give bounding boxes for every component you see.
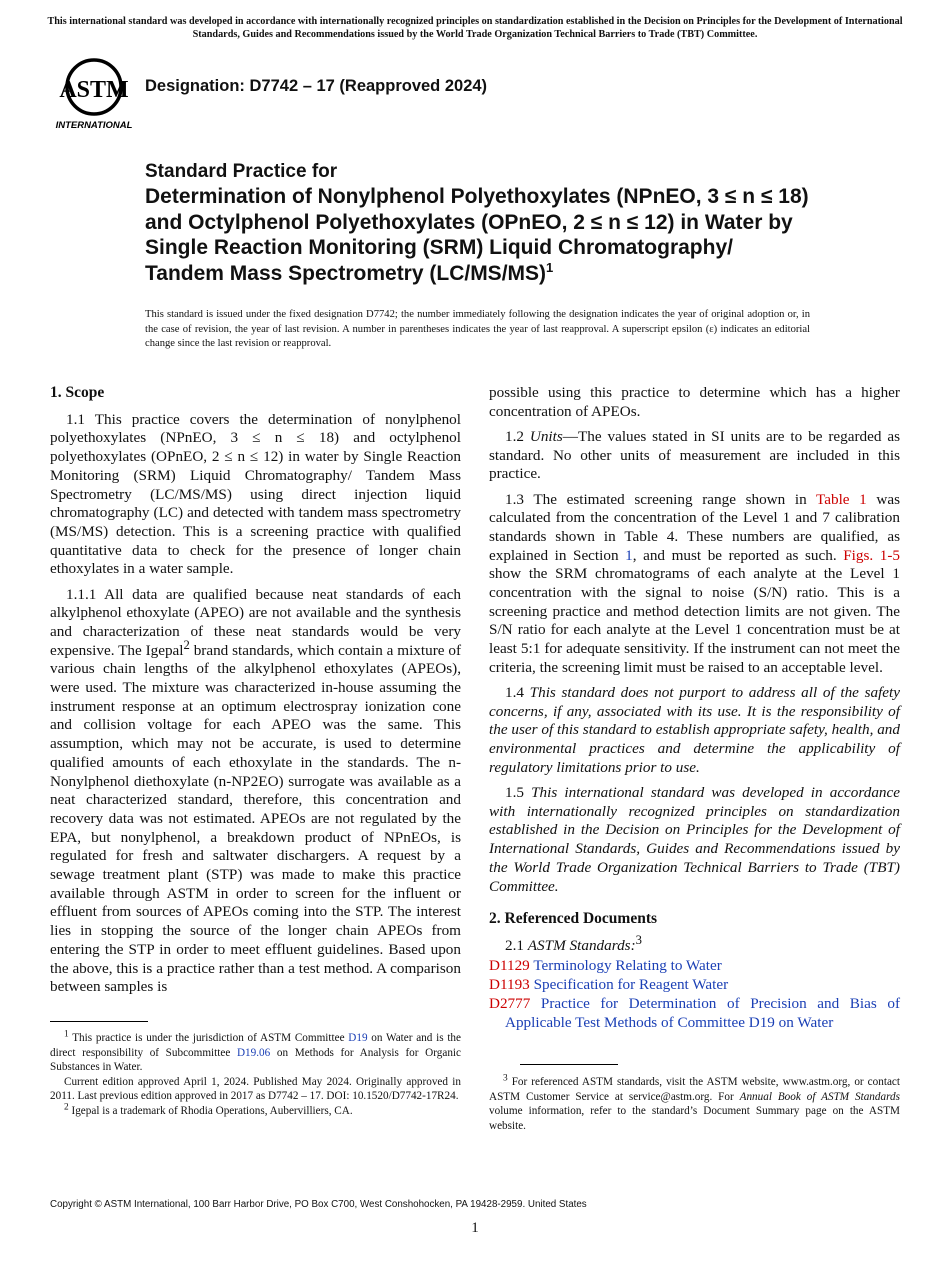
footnote-divider-left — [50, 1021, 148, 1022]
designation: Designation: D7742 – 17 (Reapproved 2024) — [145, 77, 488, 95]
figs-link[interactable]: Figs. 1-5 — [843, 546, 901, 564]
left-column — [50, 384, 461, 1004]
title-prefix: Standard Practice for — [145, 161, 338, 182]
footnotes-right — [489, 1075, 900, 1133]
paragraph-1-1: 1.1 This practice covers the determination of nonylphenol polyethoxylates (NPnEO, 3 ≤ n ≤ 18) and octylphenol polyethoxylates (OPnEO, 2 ≤ n ≤ 12) in water by Single Reaction Monitoring (SRM) Liquid Chromatography/ Tandem Mass Spectrometry (LC/MS/MS) using direct injection liquid chromatography (LC) and detected with tandem mass spectrometry (MS/MS) detection. This is a screening practice with qualified quantitative data to check for the presence of longer chain ethoxylates in a water sample. — [50, 410, 461, 578]
d19-link[interactable]: D19 — [348, 1032, 368, 1044]
top-note: This international standard was developed in accordance with internationally recognized principles on standardization established in the Decision on Principles for the Development of International Standards, Guides and Recommendations issued by the World Trade Organization Technical Barriers to Trade (TBT) Committee. — [47, 16, 903, 40]
reference-item[interactable]: D1193 Specification for Reagent Water — [489, 975, 729, 993]
scope-heading: 1. Scope — [50, 384, 105, 401]
title-main — [145, 184, 810, 286]
astm-logo-icon — [52, 56, 136, 132]
referenced-documents-heading: 2. Referenced Documents — [489, 910, 658, 928]
footnote-2: $^2$ Igepal is a trademark of Rhodia Operations, Aubervilliers, CA. — [64, 1101, 353, 1117]
reference-item[interactable]: D2777 Practice for Determination of Precision and Bias of Applicable Test Methods of Committee D19 on Water — [489, 994, 901, 1031]
paragraph-1-5: 1.5 This international standard was developed in accordance with internationally recognized principles on standardization established in the Decision on Principles for the Development of International Standards, Guides and Recommendations issued by the World Trade Organization Technical Barriers to Trade (TBT) Committee. — [489, 784, 901, 895]
page-number: 1 — [471, 1220, 479, 1236]
section-1-link[interactable]: 1 — [625, 546, 633, 564]
standard-note: This standard is issued under the fixed designation D7742; the number immediately following the designation indicates the year of original adoption or, in the case of revision, the year of last revision. A number in parentheses indicates the year of last reapproval. A superscript epsilon (ε) indicates an editorial change since the last revision or reapproval. — [145, 309, 810, 349]
svg-text:ASTM: ASTM — [59, 77, 129, 103]
paragraph-1-2: 1.2 Units—The values stated in SI units are to be regarded as standard. No other units of measurement are included in this practice. — [489, 427, 900, 483]
footnote-ref-2: 2 — [183, 637, 190, 652]
copyright: Copyright © ASTM International, 100 Barr Harbor Drive, PO Box C700, West Conshohocken, PA 19428-2959. United States — [50, 1199, 587, 1210]
table-1-link[interactable]: Table 1 — [816, 490, 867, 508]
reference-list — [489, 956, 900, 1032]
d19-06-link[interactable]: D19.06 — [236, 1046, 271, 1059]
title-block — [145, 160, 810, 286]
right-column — [489, 384, 900, 1032]
footnote-ref-3: 3 — [635, 932, 642, 947]
paragraph-1-4: 1.4 This standard does not purport to address all of the safety concerns, if any, associated with its use. It is the responsibility of the user of this standard to establish appropriate safety, health, and environmental practices and determine the applicability of regulatory limitations prior to use. — [489, 684, 901, 776]
paragraph-1-1-1: 1.1.1 All data are qualified because neat standards of each alkylphenol ethoxylate (APEO) are not available and the synthesis and characterization of these neat standards would be very expensive. The Igepal$^2$ brand standards, which contain a mixture of various chain lengths of the alkylphenol ethoxylates (APEOs), were used. The mixture was characterized in-house assuming the instrument response at an optimum electrospray ionization cone and collision voltage for each APEO was the same. This assumption, which may not be accurate, is used to determine qualified amounts of each ethoxylate in the standards. The n-Nonylphenol diethoxylate (n-NP2EO) surrogate was available as a neat characterized standard, therefore, this concentration and recovery data was not estimated. APEOs are not regulated by the EPA, but nonylphenol, a breakdown product of NPnEOs, is regulated for fresh and saltwater dischargers. A request by a sewage treatment plant (STP) was made to make this practice available through ASTM in order to screen for the influent or effluent from sources of APEOs coming into the STP. The interest lies in stopping the source of the longer chain APEOs from entering the STP in order to meet effluent guidelines. Based upon the above, this is a practice rather than a test method. A comparison between samples is — [50, 585, 461, 996]
footnote-1: $^1$ This practice is under the jurisdiction of ASTM Committee D19 on Water and is the direct responsibility of Subcommittee D19.06 on Methods for Analysis for Organic Substances in Water. — [50, 1029, 461, 1073]
svg-text:INTERNATIONAL: INTERNATIONAL — [55, 120, 133, 131]
units-label: Units — [529, 427, 563, 445]
paragraph-2-1: 2.1 ASTM Standards:$^3$ — [505, 932, 642, 954]
footnote-divider-right — [520, 1064, 618, 1065]
paragraph-1-3: 1.3 The estimated screening range shown in Table 1 was calculated from the concentration of the Level 1 and 7 calibration standards shown in Table 4. These numbers are qualified, as explained in Section 1, and must be reported as such. Figs. 1-5 show the SRM chromatograms of each analyte at the Level 1 concentration with the signal to noise (S/N) ratio. This is a screening practice and method detection limits are not given. The S/N ratio for each analyte at the Level 1 concentration must be at least 5:1 for adequate sensitivity. If the instrument can not meet the criteria, the screening limit must be raised to an acceptable level. — [489, 490, 901, 676]
reference-item[interactable]: D1129 Terminology Relating to Water — [489, 956, 722, 974]
title-text: Determination of Nonylphenol Polyethoxylates (NPnEO, 3 ≤ n ≤ 18) and Octylphenol Polyethoxylates (OPnEO, 2 ≤ n ≤ 12) in Water by Single Reaction Monitoring (SRM) Liquid Chromatography/ Tandem Mass Spectrometry (LC/MS/MS) — [145, 185, 809, 285]
title-footnote-mark: 1 — [546, 259, 554, 275]
footnote-1-edition: Current edition approved April 1, 2024. Published May 2024. Originally approved in 2011. Last previous edition approved in 2017 as D7742 – 17. DOI: 10.1520/D7742-17R24. — [50, 1075, 461, 1102]
astm-logo — [52, 56, 136, 132]
footnote-3: $^3$ For referenced ASTM standards, visit the ASTM website, www.astm.org, or contact ASTM Customer Service at service@astm.org. For Annual Book of ASTM Standards volume information, refer to the standard’s Document Summary page on the ASTM website. — [489, 1073, 900, 1132]
footnotes-left — [50, 1031, 461, 1118]
paragraph-1-1-1-continued: possible using this practice to determine which has a higher concentration of APEOs. — [489, 384, 900, 420]
